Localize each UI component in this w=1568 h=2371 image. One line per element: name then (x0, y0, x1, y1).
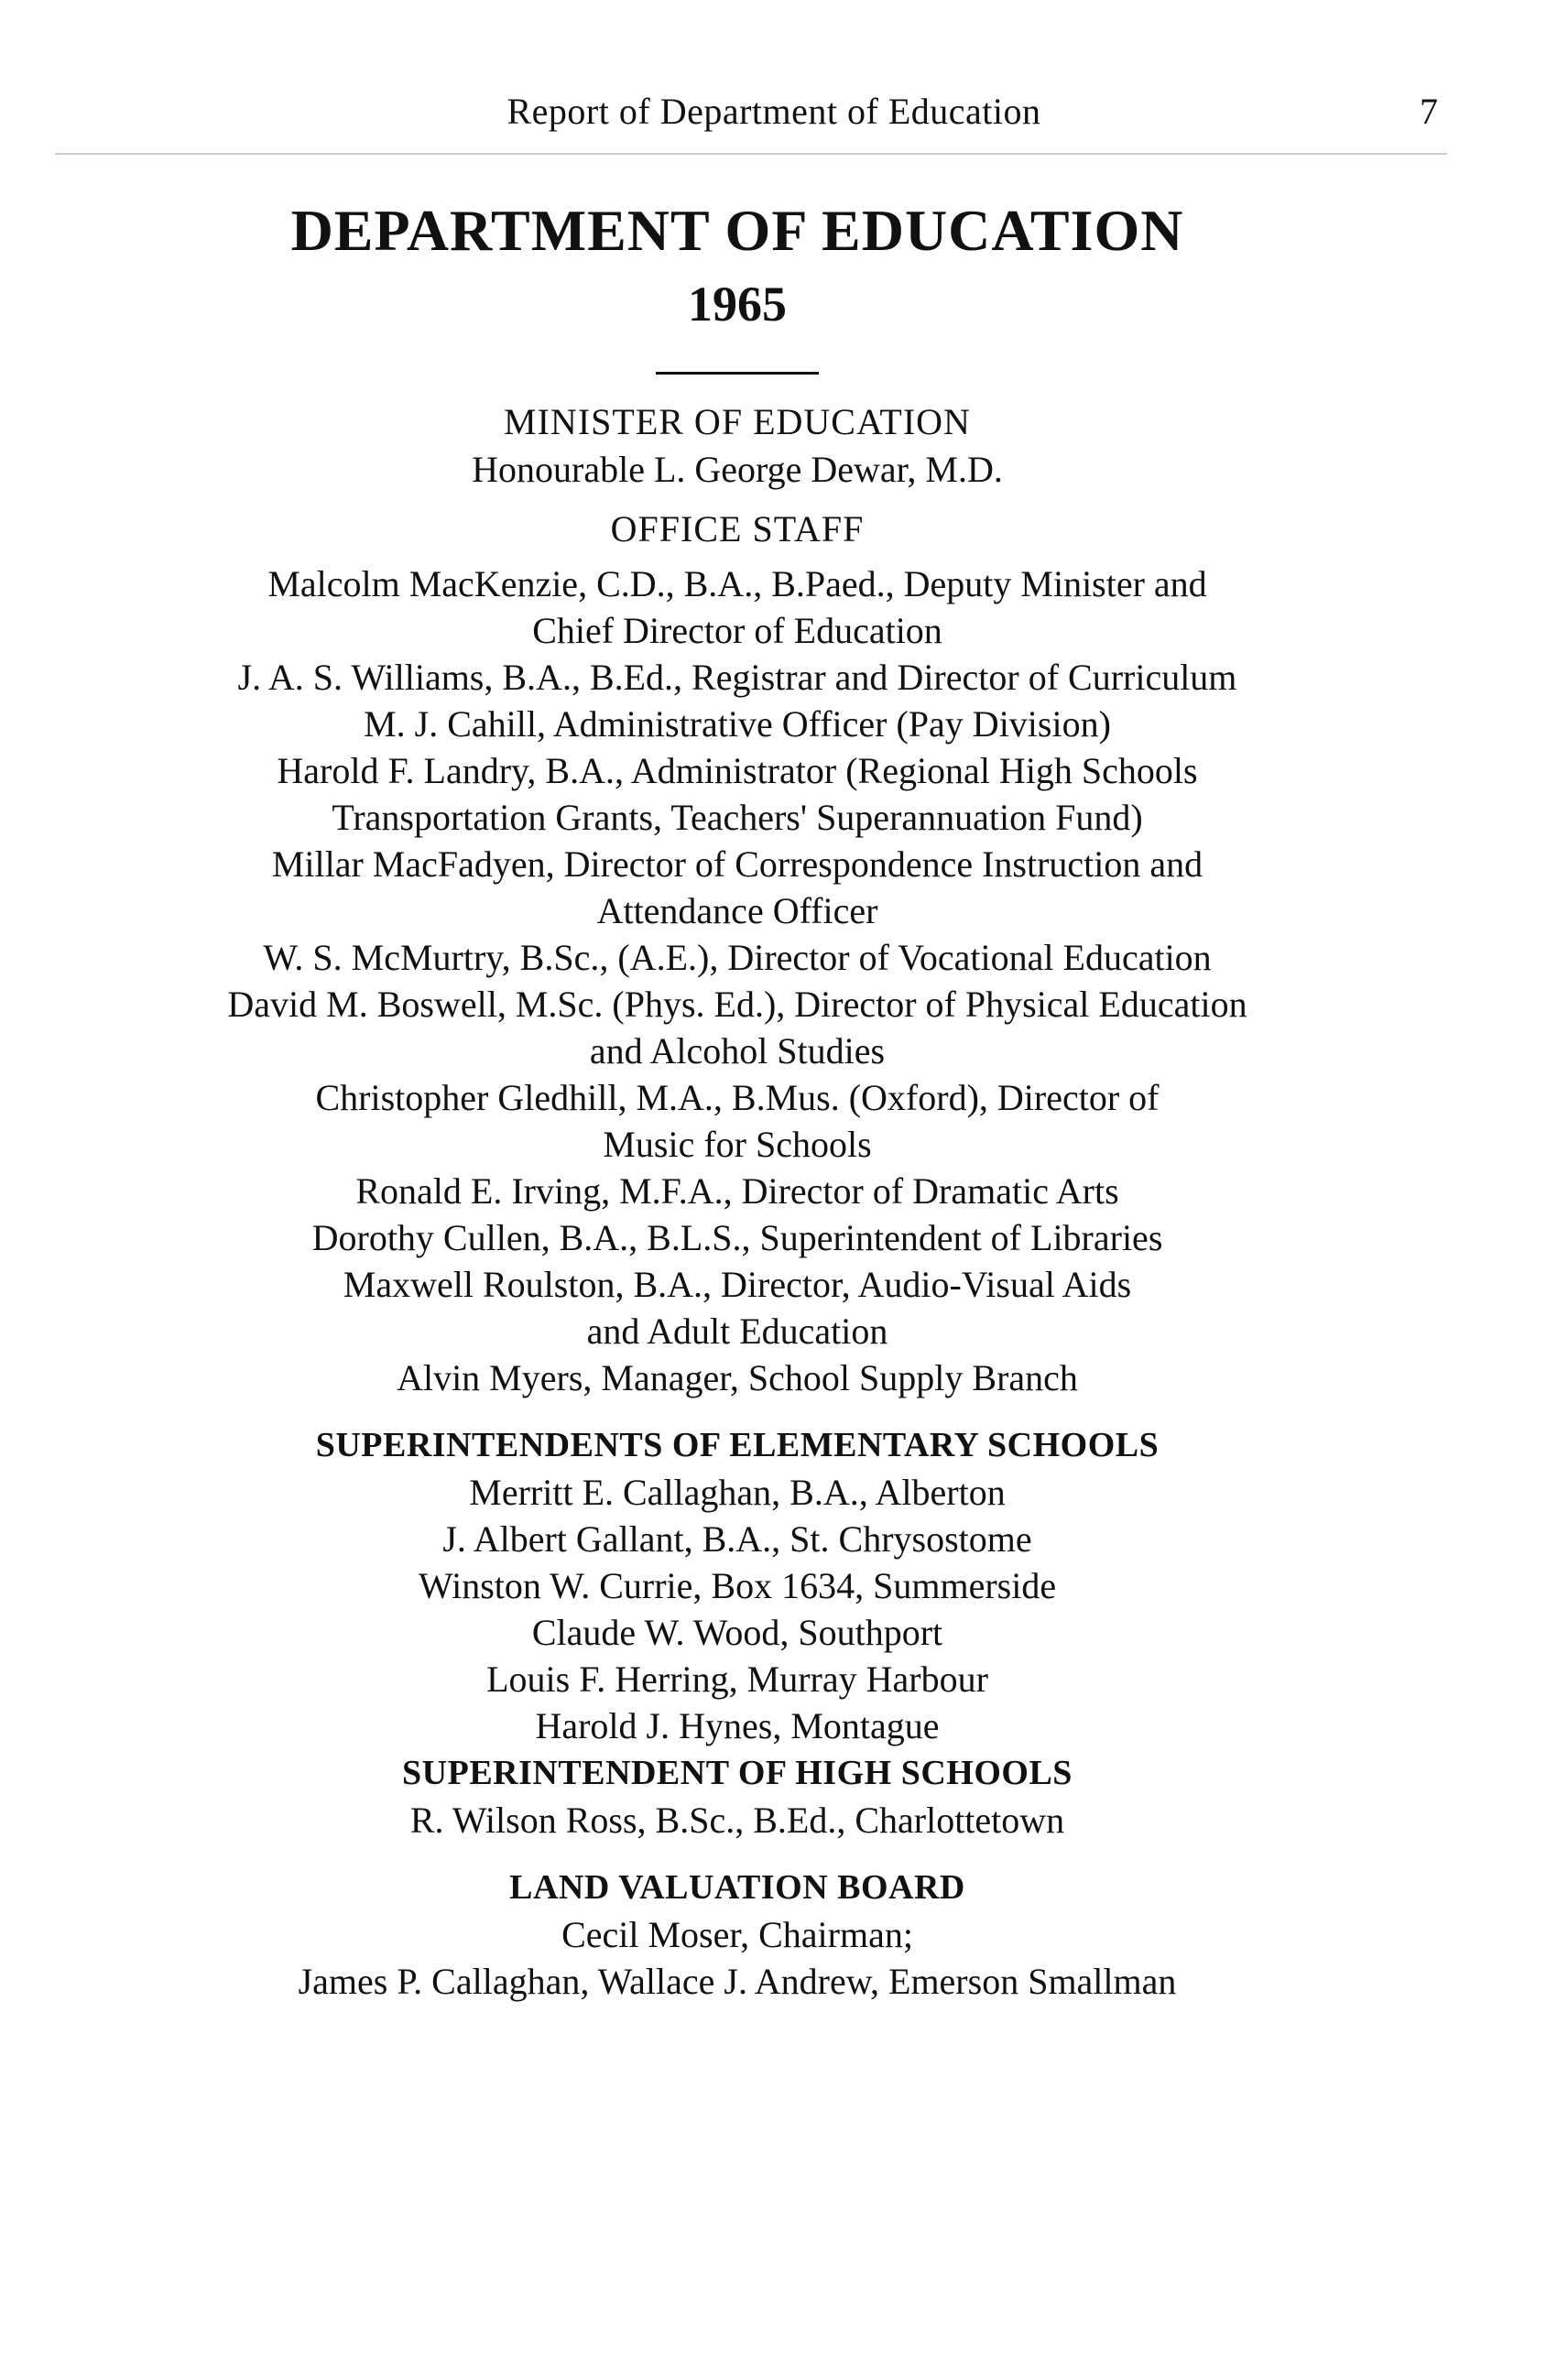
running-header (110, 90, 1438, 154)
superintendent-line: Harold J. Hynes, Montague (535, 1705, 940, 1746)
staff-line: M. J. Cahill, Administrative Officer (Pay Division) (364, 703, 1111, 745)
staff-line: and Adult Education (586, 1311, 888, 1352)
land-valuation-board-section (92, 1864, 1383, 2005)
staff-line: Harold F. Landry, B.A., Administrator (Regional High Schools (277, 750, 1198, 791)
staff-line: Chief Director of Education (532, 610, 942, 651)
superintendent-line: Merritt E. Callaghan, B.A., Alberton (469, 1472, 1006, 1513)
superintendent-line: Louis F. Herring, Murray Harbour (486, 1659, 988, 1700)
office-staff-heading: OFFICE STAFF (610, 508, 865, 549)
staff-line: Malcolm MacKenzie, C.D., B.A., B.Paed., Deputy Minister and (267, 563, 1207, 604)
running-title: Report of Department of Education (506, 91, 1041, 132)
staff-line: David M. Boswell, M.Sc. (Phys. Ed.), Director of Physical Education (227, 984, 1247, 1025)
superintendent-line: R. Wilson Ross, B.Sc., B.Ed., Charlottetown (409, 1800, 1065, 1841)
superintendent-line: J. Albert Gallant, B.A., St. Chrysostome (442, 1518, 1032, 1560)
high-school-superintendent-heading: SUPERINTENDENT OF HIGH SCHOOLS (402, 1754, 1073, 1792)
elementary-superintendents-heading: SUPERINTENDENTS OF ELEMENTARY SCHOOLS (315, 1426, 1160, 1464)
staff-line: and Alcohol Studies (589, 1030, 886, 1071)
staff-line: Alvin Myers, Manager, School Supply Branch (397, 1357, 1078, 1398)
board-line: Cecil Moser, Chairman; (561, 1914, 913, 1955)
staff-line: Maxwell Roulston, B.A., Director, Audio-Visual Aids (343, 1264, 1132, 1305)
document-year: 1965 (688, 277, 787, 332)
page-content (92, 192, 1383, 2005)
staff-line: Transportation Grants, Teachers' Superannuation Fund) (332, 797, 1143, 838)
document-title: DEPARTMENT OF EDUCATION (290, 198, 1184, 263)
page-number: 7 (1420, 91, 1438, 132)
staff-line: J. A. S. Williams, B.A., B.Ed., Registrar and Director of Curriculum (237, 657, 1237, 698)
title-divider (656, 372, 819, 375)
superintendent-line: Claude W. Wood, Southport (531, 1612, 943, 1653)
elementary-superintendents-section (92, 1421, 1383, 1749)
staff-line: Music for Schools (603, 1124, 872, 1165)
high-school-superintendent-section (92, 1749, 1383, 1844)
superintendent-line: Winston W. Currie, Box 1634, Summerside (418, 1565, 1057, 1606)
staff-line: Ronald E. Irving, M.F.A., Director of Dramatic Arts (355, 1170, 1119, 1212)
office-staff-section (92, 506, 1383, 1401)
minister-section (92, 398, 1383, 493)
staff-line: Christopher Gledhill, M.A., B.Mus. (Oxford), Director of (315, 1077, 1160, 1118)
staff-line: W. S. McMurtry, B.Sc., (A.E.), Director of Vocational Education (263, 937, 1212, 978)
land-valuation-board-heading: LAND VALUATION BOARD (509, 1868, 965, 1907)
staff-line: Dorothy Cullen, B.A., B.L.S., Superintendent of Libraries (311, 1217, 1163, 1258)
staff-line: Attendance Officer (596, 890, 878, 931)
header-rule (55, 153, 1447, 155)
minister-heading: MINISTER OF EDUCATION (504, 401, 971, 442)
board-line: James P. Callaghan, Wallace J. Andrew, Emerson Smallman (298, 1961, 1177, 2002)
staff-line: Millar MacFadyen, Director of Correspondence Instruction and (271, 843, 1203, 885)
minister-name: Honourable L. George Dewar, M.D. (472, 449, 1003, 490)
